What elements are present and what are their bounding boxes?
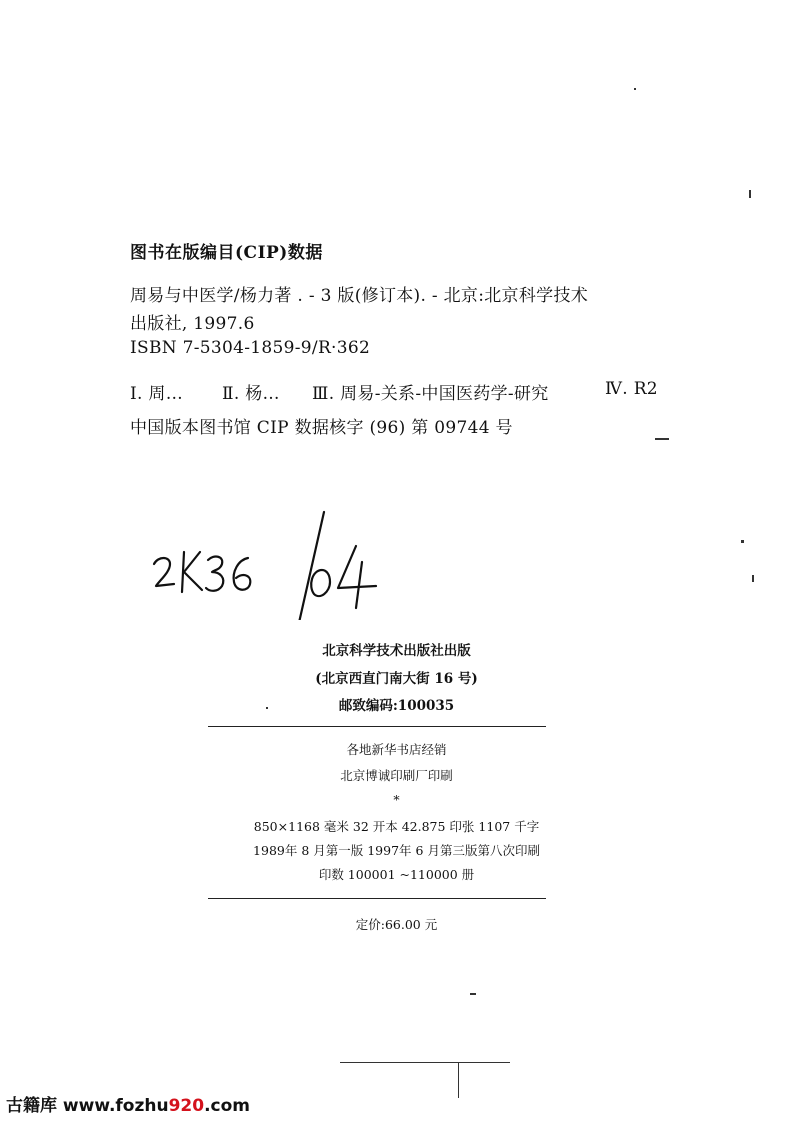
distributor: 各地新华书店经销 — [346, 742, 447, 757]
watermark-number: 920 — [168, 1096, 205, 1116]
cip-title: 图书在版编目(CIP)数据 — [130, 243, 323, 263]
divider-top — [208, 726, 546, 727]
watermark-suffix: .com — [204, 1096, 251, 1116]
cip-publisher-date-line: 出版社, 1997.6 — [130, 314, 255, 334]
cip-number: 中国版本图书馆 CIP 数据核字 (96) 第 09744 号 — [130, 418, 513, 438]
cip-bibliographic-line: 周易与中医学/杨力著 . - 3 版(修订本). - 北京:北京科学技术 — [130, 286, 589, 306]
cip-subject-2: Ⅱ. 杨… — [222, 384, 280, 404]
divider-bottom — [208, 898, 546, 899]
edition-printing: 1989年 8 月第一版 1997年 6 月第三版第八次印刷 — [253, 843, 540, 858]
cip-subject-1: Ⅰ. 周… — [130, 384, 184, 404]
cip-subject-3: Ⅲ. 周易-关系-中国医药学-研究 — [312, 384, 549, 404]
price: 定价:66.00 元 — [355, 917, 438, 932]
cip-isbn: ISBN 7-5304-1859-9/R·362 — [130, 338, 371, 358]
format-specs: 850×1168 毫米 32 开本 42.875 印张 1107 千字 — [253, 819, 540, 834]
watermark-prefix: 古籍库 www.fozhu — [6, 1096, 169, 1116]
printer: 北京博诚印刷厂印刷 — [340, 768, 453, 783]
print-run: 印数 100001 ~110000 册 — [318, 867, 475, 882]
site-watermark — [6, 1091, 250, 1116]
cip-subject-4: Ⅳ. R2 — [605, 379, 658, 399]
publisher-name: 北京科学技术出版社出版 — [322, 643, 471, 659]
handwritten-call-number — [150, 500, 390, 620]
publisher-postcode: 邮致编码:100035 — [338, 698, 455, 714]
publisher-address: (北京西直门南大街 16 号) — [315, 671, 478, 687]
separator-star: * — [393, 792, 400, 807]
